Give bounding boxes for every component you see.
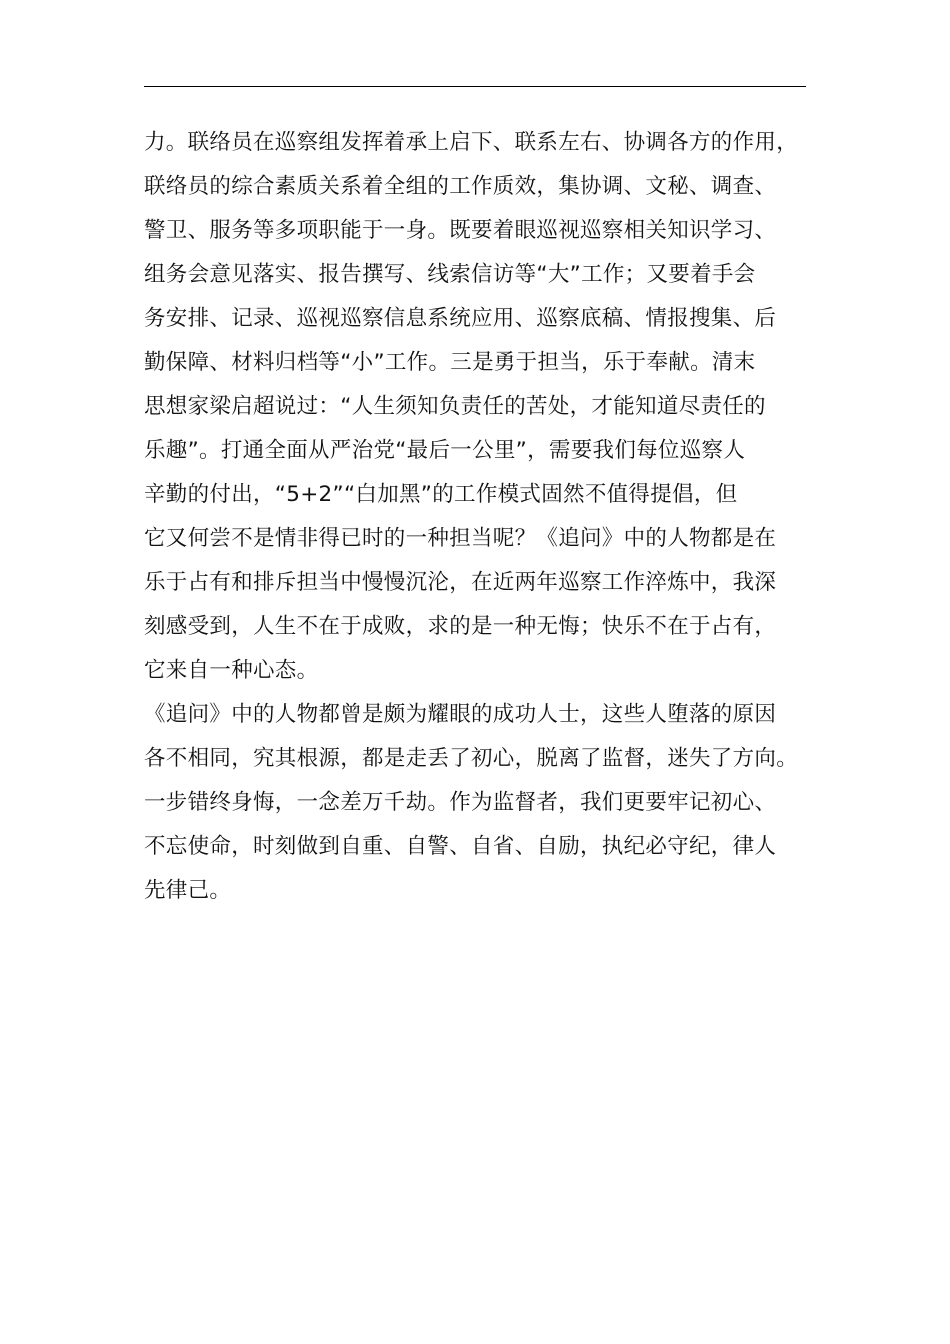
text-line: 不忘使命，时刻做到自重、自警、自省、自励，执纪必守纪，律人: [144, 834, 777, 859]
text-line: 力。联络员在巡察组发挥着承上启下、联系左右、协调各方的作用，: [144, 130, 799, 155]
text-line: 辛勤的付出，“5+2”“白加黑”的工作模式固然不值得提倡，但: [144, 482, 738, 507]
text-line: 警卫、服务等多项职能于一身。既要着眼巡视巡察相关知识学习、: [144, 218, 777, 243]
text-line: 它来自一种心态。: [144, 658, 319, 683]
text-line: 各不相同，究其根源，都是走丢了初心，脱离了监督，迷失了方向。: [144, 746, 799, 771]
text-line: 它又何尝不是情非得已时的一种担当呢？《追问》中的人物都是在: [144, 526, 777, 551]
text-line: 乐于占有和排斥担当中慢慢沉沦，在近两年巡察工作淬炼中，我深: [144, 570, 777, 595]
text-line: 务安排、记录、巡视巡察信息系统应用、巡察底稿、情报搜集、后: [144, 306, 777, 331]
text-line: 先律己。: [144, 878, 232, 903]
header-rule: [144, 86, 806, 87]
text-line: 《追问》中的人物都曾是颇为耀眼的成功人士，这些人堕落的原因: [144, 702, 777, 727]
text-line: 刻感受到，人生不在于成败，求的是一种无悔；快乐不在于占有，: [144, 614, 777, 639]
document-body: [144, 121, 824, 913]
text-line: 组务会意见落实、报告撰写、线索信访等“大”工作；又要着手会: [144, 262, 756, 287]
text-line: 一步错终身悔，一念差万千劫。作为监督者，我们更要牢记初心、: [144, 790, 777, 815]
text-line: 思想家梁启超说过：“人生须知负责任的苦处，才能知道尽责任的: [144, 394, 766, 419]
text-line: 联络员的综合素质关系着全组的工作质效，集协调、文秘、调查、: [144, 174, 777, 199]
text-line: 乐趣”。打通全面从严治党“最后一公里”，需要我们每位巡察人: [144, 438, 746, 463]
text-line: 勤保障、材料归档等“小”工作。三是勇于担当，乐于奉献。清末: [144, 350, 756, 375]
